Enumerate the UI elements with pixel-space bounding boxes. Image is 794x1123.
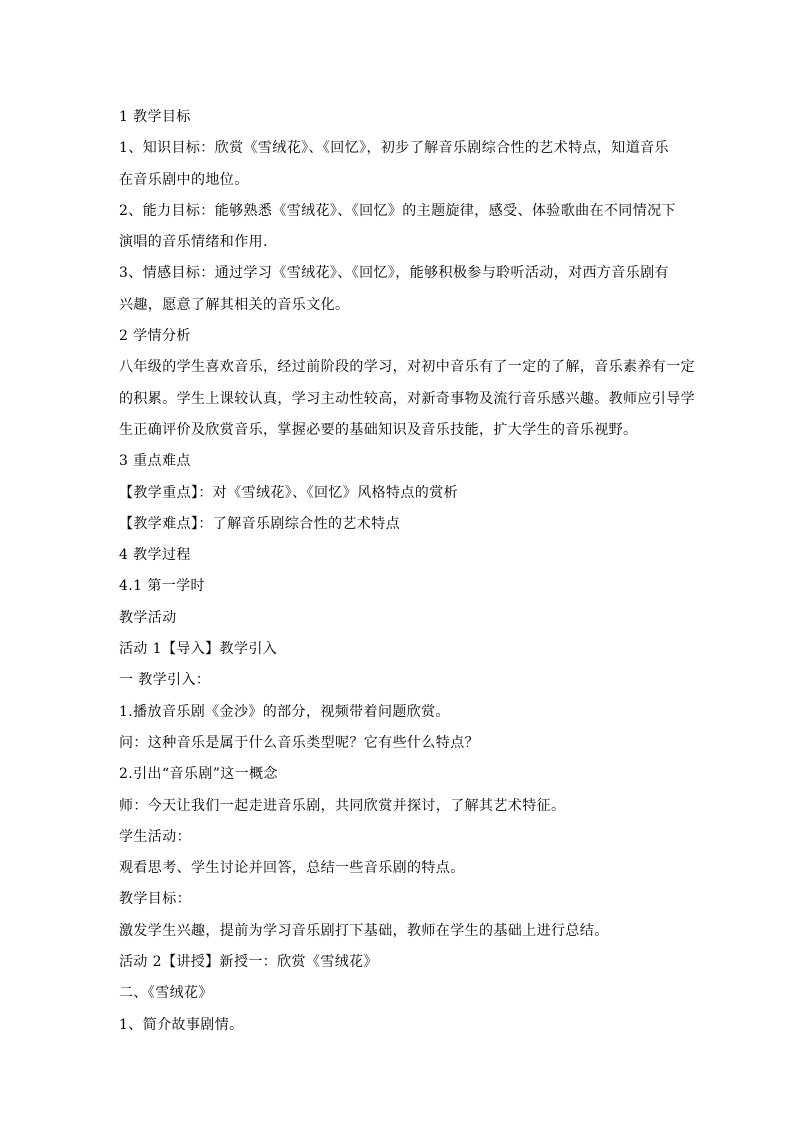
step-1: 1.播放音乐剧《金沙》的部分，视频带着问题欣赏。 (119, 703, 450, 720)
student-analysis-line-2: 的积累。学生上课较认真，学习主动性较高，对新奇事物及流行音乐感兴趣。教师应引导学 (119, 390, 695, 407)
subsection-first-lesson: 4.1 第一学时 (119, 578, 205, 595)
goal-emotion-line-1: 3、情感目标：通过学习《雪绒花》、《回忆》，能够积极参与聆听活动，对西方音乐剧有 (119, 265, 669, 282)
difficult-point: 【教学难点】：了解音乐剧综合性的艺术特点 (119, 515, 400, 532)
key-point: 【教学重点】：对《雪绒花》、《回忆》风格特点的赏析 (119, 484, 458, 501)
goal-emotion-line-2: 兴趣，愿意了解其相关的音乐文化。 (119, 296, 350, 313)
step-2: 2.引出“音乐剧”这一概念 (119, 766, 278, 783)
document-body (119, 102, 695, 1041)
section-heading-teaching-process: 4 教学过程 (119, 547, 191, 564)
goal-knowledge-line-1: 1、知识目标：欣赏《雪绒花》、《回忆》，初步了解音乐剧综合性的艺术特点，知道音乐 (119, 140, 669, 157)
teacher-line: 师：今天让我们一起走进音乐剧，共同欣赏并探讨，了解其艺术特征。 (119, 797, 566, 814)
activity-2-title: 活动 2【讲授】新授一：欣赏《雪绒花》 (119, 954, 378, 971)
part-one-heading: 一 教学引入： (119, 672, 211, 689)
section-heading-student-analysis: 2 学情分析 (119, 328, 191, 345)
student-analysis-line-3: 生正确评价及欣赏音乐，掌握必要的基础知识及音乐技能，扩大学生的音乐视野。 (119, 421, 638, 438)
story-intro-line: 1、简介故事剧情。 (119, 1016, 244, 1033)
goal-knowledge-line-2: 在音乐剧中的地位。 (119, 171, 249, 188)
student-analysis-line-1: 八年级的学生喜欢音乐，经过前阶段的学习，对初中音乐有了一定的了解，音乐素养有一定 (119, 359, 695, 376)
teaching-goal-text: 激发学生兴趣，提前为学习音乐剧打下基础，教师在学生的基础上进行总结。 (119, 922, 609, 939)
student-activity-label: 学生活动： (119, 828, 191, 845)
teaching-goal-label: 教学目标： (119, 891, 191, 908)
part-two-heading: 二、《雪绒花》 (119, 985, 213, 1002)
student-activity-text: 观看思考、学生讨论并回答，总结一些音乐剧的特点。 (119, 860, 465, 877)
teaching-activities-label: 教学活动 (119, 609, 177, 626)
goal-ability-line-2: 演唱的音乐情绪和作用. (119, 234, 268, 251)
question-line: 问：这种音乐是属于什么音乐类型呢？它有些什么特点？ (119, 734, 479, 751)
section-heading-teaching-goals: 1 教学目标 (119, 109, 191, 125)
activity-1-title: 活动 1【导入】教学引入 (119, 641, 278, 658)
goal-ability-line-1: 2、能力目标：能够熟悉《雪绒花》、《回忆》的主题旋律，感受、体验歌曲在不同情况下 (119, 202, 676, 219)
section-heading-key-points: 3 重点难点 (119, 453, 191, 470)
